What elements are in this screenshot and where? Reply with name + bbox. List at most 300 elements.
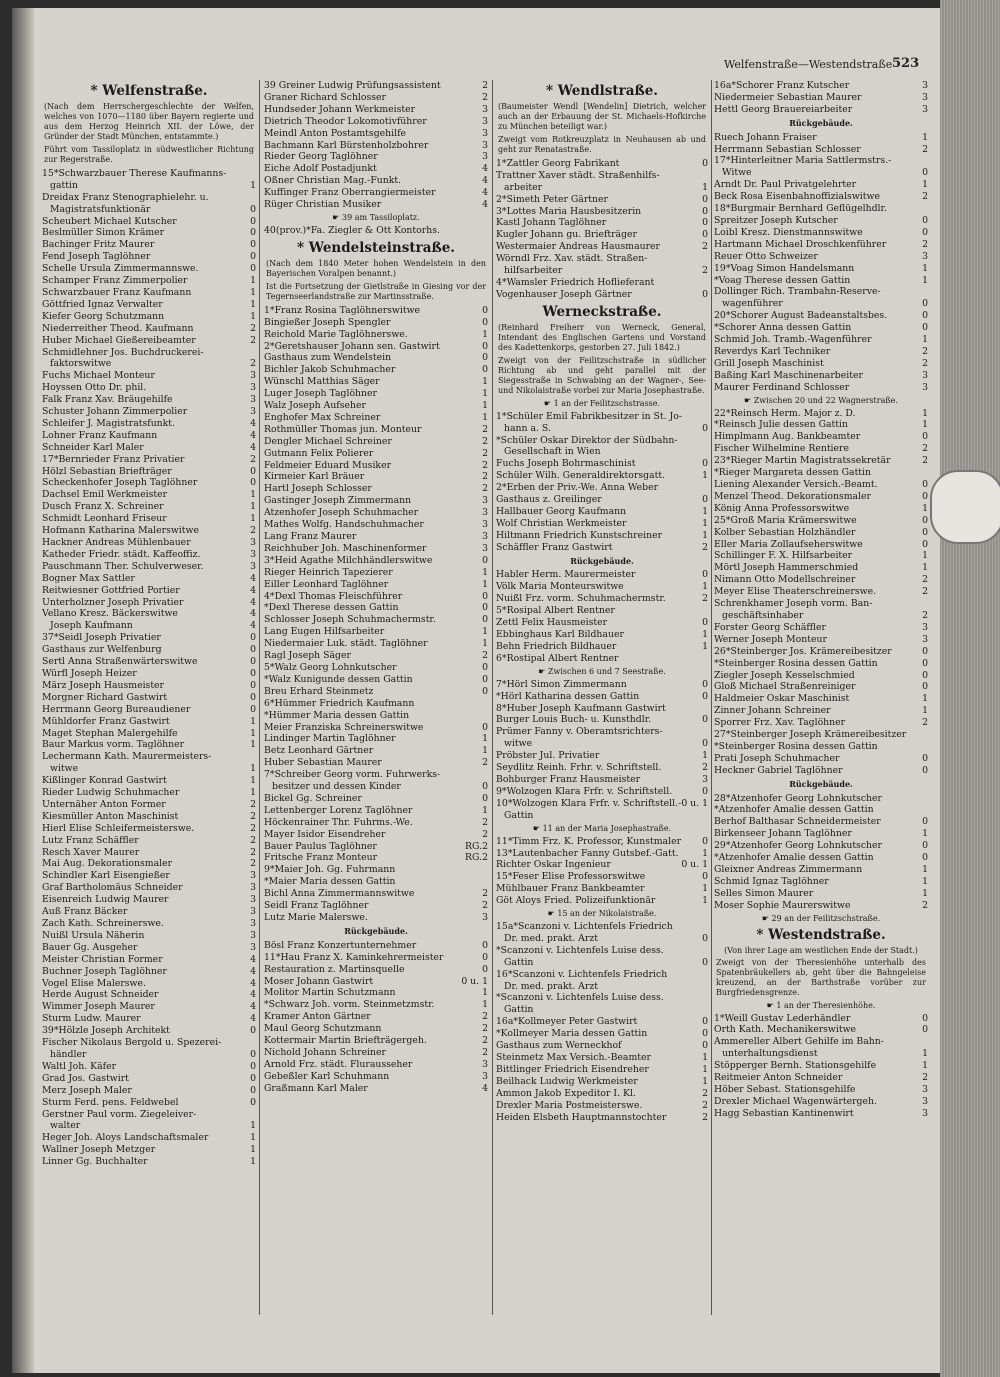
- floor-number: 3: [482, 542, 488, 554]
- floor-number: 1: [702, 581, 708, 593]
- floor-number: 0: [922, 226, 928, 238]
- entry-continuation: [714, 610, 928, 622]
- entry-text: faktorswitwe: [50, 358, 112, 370]
- resident-entry: [42, 954, 256, 966]
- resident-entry: [714, 1013, 928, 1025]
- resident-entry: [264, 952, 488, 964]
- floor-number: 0 u. 1: [461, 975, 488, 987]
- resident-entry: [264, 710, 488, 722]
- floor-number: 4: [250, 429, 256, 441]
- cross-street-note: ☛ 39 am Tassiloplatz.: [332, 212, 420, 222]
- entry-text: Breu Erhard Steinmetz: [264, 685, 374, 697]
- floor-number: 3: [482, 1070, 488, 1082]
- floor-number: 0: [482, 364, 488, 376]
- floor-number: 1: [702, 181, 708, 193]
- entry-text: 1*Zattler Georg Fabrikant: [496, 157, 620, 169]
- resident-entry: [42, 585, 256, 597]
- entry-text: 15a*Scanzoni v. Lichtenfels Friedrich: [496, 921, 673, 933]
- floor-number: 0: [702, 193, 708, 205]
- resident-entry: [496, 1112, 708, 1124]
- resident-entry: [714, 900, 928, 912]
- floor-number: 0: [922, 681, 928, 693]
- entry-text: Kottermair Martin Briefträgergeh.: [264, 1035, 427, 1047]
- resident-entry: [496, 895, 708, 907]
- resident-entry: [264, 722, 488, 734]
- entry-text: *Atzenhofer Amalie dessen Gattin: [714, 852, 874, 864]
- resident-entry: [264, 1047, 488, 1059]
- entry-text: Nuißl Frz. vorm. Schuhmachermstr.: [496, 593, 666, 605]
- entry-text: Dr. med. prakt. Arzt: [504, 932, 598, 944]
- floor-number: 0: [482, 590, 488, 602]
- entry-text: 25*Groß Maria Krämerswitwe: [714, 514, 857, 526]
- resident-entry: [496, 494, 708, 506]
- entry-text: Morgner Richard Gastwirt: [42, 691, 168, 703]
- resident-entry: [714, 227, 928, 239]
- resident-entry: [264, 964, 488, 976]
- floor-number: 0: [702, 714, 708, 726]
- entry-text: *Schüler Oskar Direktor der Südbahn-: [496, 434, 678, 446]
- floor-number: 3: [482, 139, 488, 151]
- entry-text: Rieder Ludwig Schuhmacher: [42, 787, 180, 799]
- entry-text: 2*Erben der Priv.-We. Anna Weber: [496, 482, 659, 494]
- resident-entry: [496, 726, 708, 738]
- entry-text: Bichl Anna Zimmermannswitwe: [264, 888, 415, 900]
- entry-text: Haldmeier Oskar Maschinist: [714, 693, 850, 705]
- entry-text: Liening Alexander Versich.-Beamt.: [714, 479, 878, 490]
- entry-text: Orth Kath. Mechanikerswitwe: [714, 1024, 857, 1036]
- resident-entry: [496, 253, 708, 265]
- resident-entry: [264, 864, 488, 876]
- entry-text: Lindinger Martin Taglöhner: [264, 733, 396, 745]
- entry-text: Werner Joseph Monteur: [714, 633, 827, 645]
- resident-entry: [714, 840, 928, 852]
- floor-number: 1: [250, 739, 256, 751]
- floor-number: 3: [250, 548, 256, 560]
- entry-text: Unternäher Anton Former: [42, 798, 166, 810]
- resident-entry: [714, 828, 928, 840]
- floor-number: 4: [250, 989, 256, 1001]
- resident-entry: [496, 641, 708, 653]
- resident-entry: [714, 503, 928, 515]
- resident-entry: [42, 1097, 256, 1109]
- floor-number: 4: [250, 1013, 256, 1025]
- street-note: (Reinhard Freiherr von Werneck, General, Intendant des Englischen Gartens und Vorstand des Kadettenkorps, gestorben 27. Juli 1842.): [498, 322, 706, 352]
- entry-text: Meyer Elise Theaterschreinerswe.: [714, 586, 877, 598]
- resident-entry: [42, 597, 256, 609]
- entry-text: Gastinger Joseph Zimmermann: [264, 495, 412, 507]
- entry-text: Gattin: [504, 1004, 534, 1016]
- entry-text: Hölzl Sebastian Briefträger: [42, 465, 172, 477]
- floor-number: 1: [250, 1132, 256, 1144]
- entry-text: Behn Friedrich Bildhauer: [496, 640, 617, 652]
- entry-text: Fuchs Joseph Bohrmaschinist: [496, 458, 636, 470]
- resident-entry: [714, 408, 928, 420]
- street-note: Ist die Fortsetzung der Gietlstraße in Giesing vor der Tegernseerlandstraße zur Martinsstraße.: [266, 281, 486, 301]
- resident-entry: [496, 883, 708, 895]
- floor-number: 4: [482, 199, 488, 211]
- cross-street-note: ☛ Zwischen 6 und 7 Seestraße.: [538, 666, 666, 676]
- street-note: Zweigt vom Rotkreuzplatz in Neuhausen ab und geht zur Renatastraße.: [498, 134, 706, 154]
- floor-number: 1: [482, 578, 488, 590]
- entry-text: Huber Michael Gießereibeamter: [42, 334, 196, 346]
- resident-entry: [714, 1036, 928, 1048]
- resident-entry: [42, 430, 256, 442]
- floor-number: 3: [482, 495, 488, 507]
- entry-text: Moser Johann Gastwirt: [264, 975, 374, 987]
- floor-number: 0: [702, 1028, 708, 1040]
- resident-entry: [264, 483, 488, 495]
- floor-number: 1: [702, 529, 708, 541]
- resident-entry: [496, 581, 708, 593]
- floor-number: 0: [250, 1025, 256, 1037]
- resident-entry: [496, 1052, 708, 1064]
- entry-text: Würfl Joseph Heizer: [42, 667, 137, 679]
- entry-text: Restauration z. Martinsquelle: [264, 963, 405, 975]
- entry-text: Seydlitz Reinh. Frhr. v. Schriftstell.: [496, 762, 662, 774]
- floor-number: 0: [250, 1048, 256, 1060]
- entry-text: Sporrer Frz. Xav. Taglöhner: [714, 717, 846, 729]
- entry-text: Meindl Anton Postamtsgehilfe: [264, 127, 407, 139]
- resident-entry: [42, 704, 256, 716]
- floor-number: 0: [250, 656, 256, 668]
- entry-text: Heckner Gabriel Taglöhner: [714, 764, 843, 776]
- directory-page: [12, 8, 940, 1373]
- floor-number: 3: [482, 519, 488, 531]
- resident-entry: [42, 275, 256, 287]
- entry-text: Fend Joseph Taglöhner: [42, 251, 151, 263]
- entry-text: Waltl Joh. Käfer: [42, 1060, 117, 1072]
- floor-number: 0: [250, 251, 256, 263]
- entry-text: Lechermann Kath. Maurermeisters-: [42, 751, 212, 763]
- entry-text: Bichler Jakob Schuhmacher: [264, 364, 396, 376]
- floor-number: 0: [482, 316, 488, 328]
- entry-text: Rüger Christian Musiker: [264, 199, 382, 211]
- floor-number: 3: [250, 918, 256, 929]
- entry-text: Bohburger Franz Hausmeister: [496, 773, 641, 785]
- entry-text: Dengler Michael Schreiner: [264, 435, 392, 447]
- resident-entry: [496, 458, 708, 470]
- entry-text: Fischer Wilhelmine Rentiere: [714, 443, 849, 455]
- floor-number: 1: [702, 1063, 708, 1075]
- floor-number: 3: [250, 941, 256, 953]
- entry-text: Eiller Leonhard Taglöhner: [264, 578, 389, 590]
- floor-number: 0: [922, 298, 928, 310]
- entry-text: Vogenhauser Joseph Gärtner: [496, 288, 632, 300]
- entry-text: 7*Hörl Simon Zimmermann: [496, 678, 627, 690]
- resident-entry: [42, 561, 256, 573]
- resident-entry: [714, 251, 928, 263]
- entry-text: *Atzenhofer Amalie dessen Gattin: [714, 804, 874, 816]
- entry-continuation: [496, 738, 708, 750]
- resident-entry: [42, 1013, 256, 1025]
- floor-number: 0: [922, 645, 928, 657]
- floor-number: 0: [702, 217, 708, 229]
- floor-number: 1: [702, 505, 708, 517]
- resident-entry: [42, 477, 256, 489]
- entry-text: 4*Dexl Thomas Fleischführer: [264, 590, 403, 602]
- entry-text: Herrmann Sebastian Schlosser: [714, 143, 861, 155]
- entry-text: *Steinberger Rosina dessen Gattin: [714, 657, 878, 669]
- floor-number: 4: [250, 608, 256, 620]
- resident-entry: [714, 80, 928, 92]
- entry-text: Hundseder Johann Werkmeister: [264, 103, 416, 115]
- resident-entry: [714, 550, 928, 562]
- resident-entry: [496, 542, 708, 554]
- resident-entry: [714, 179, 928, 191]
- entry-continuation: [42, 180, 256, 192]
- entry-continuation: [496, 423, 708, 435]
- resident-entry: [496, 229, 708, 241]
- entry-text: Sertl Anna Straßenwärterswitwe: [42, 656, 198, 668]
- resident-entry: [42, 1132, 256, 1144]
- entry-text: Stöpperger Bernh. Stationsgehilfe: [714, 1060, 877, 1072]
- entry-text: 5*Rosipal Albert Rentner: [496, 605, 615, 617]
- entry-text: Seidl Franz Taglöhner: [264, 900, 369, 912]
- resident-entry: [264, 1083, 488, 1095]
- entry-text: hann a. S.: [504, 422, 551, 434]
- resident-entry: [264, 626, 488, 638]
- resident-entry: [42, 644, 256, 656]
- floor-number: 1: [922, 828, 928, 840]
- floor-number: 3: [922, 91, 928, 103]
- entry-text: *Hümmer Maria dessen Gattin: [264, 709, 410, 721]
- entry-text: 3*Lottes Maria Hausbesitzerin: [496, 205, 642, 217]
- resident-entry: [496, 530, 708, 542]
- floor-number: 1: [482, 328, 488, 340]
- entry-text: geschäftsinhaber: [722, 609, 804, 621]
- floor-number: 0: [922, 538, 928, 550]
- column-rule: [492, 80, 493, 1315]
- entry-text: Schuster Johann Zimmerpolier: [42, 406, 188, 418]
- resident-entry: [264, 329, 488, 341]
- floor-number: 2: [482, 1035, 488, 1047]
- floor-number: 2: [482, 91, 488, 103]
- floor-number: 1: [250, 1156, 256, 1168]
- resident-entry: [42, 1025, 256, 1037]
- floor-number: 0: [922, 526, 928, 538]
- floor-number: 2: [922, 143, 928, 155]
- resident-entry: [264, 940, 488, 952]
- resident-entry: [496, 859, 708, 871]
- floor-number: 1: [922, 131, 928, 143]
- entry-text: Niedermeier Sebastian Maurer: [714, 91, 862, 103]
- resident-entry: [42, 454, 256, 466]
- floor-number: 1: [250, 775, 256, 787]
- entry-text: Mayer Isidor Eisendreher: [264, 828, 386, 840]
- resident-entry: [264, 674, 488, 686]
- resident-entry: [42, 739, 256, 751]
- entry-text: Gasthaus zum Werneckhof: [496, 1040, 622, 1052]
- entry-text: Arndt Dr. Paul Privatgelehrter: [714, 179, 857, 191]
- floor-number: 2: [482, 80, 488, 91]
- entry-text: 22*Reinsch Herm. Major z. D.: [714, 407, 856, 419]
- floor-number: 3: [482, 912, 488, 923]
- floor-number: 3: [250, 929, 256, 941]
- floor-number: 0: [922, 490, 928, 502]
- resident-entry: [714, 729, 928, 741]
- entry-text: Ziegler Joseph Kesselschmied: [714, 669, 855, 681]
- resident-entry: [42, 978, 256, 990]
- entry-text: 9*Maier Joh. Gg. Fuhrmann: [264, 864, 396, 876]
- floor-number: 0: [922, 479, 928, 490]
- floor-number: 1: [702, 895, 708, 907]
- entry-text: Forster Georg Schäffler: [714, 621, 826, 633]
- entry-text: *Scanzoni v. Lichtenfels Luise dess.: [496, 992, 664, 1004]
- floor-number: 1: [922, 502, 928, 514]
- floor-number: 1: [482, 999, 488, 1011]
- entry-text: 28*Atzenhofer Georg Lohnkutscher: [714, 792, 882, 804]
- entry-text: Hofmann Katharina Malerswitwe: [42, 525, 199, 537]
- column-rule: [711, 80, 712, 1315]
- floor-number: 0: [482, 721, 488, 733]
- entry-text: Mühldorfer Franz Gastwirt: [42, 715, 170, 727]
- floor-number: 0: [922, 167, 928, 179]
- floor-number: 0: [250, 703, 256, 715]
- entry-text: Bingießer Joseph Spengler: [264, 316, 391, 328]
- resident-entry: [714, 443, 928, 455]
- floor-number: 1: [250, 763, 256, 775]
- resident-entry: [714, 765, 928, 777]
- resident-entry: [42, 1001, 256, 1013]
- resident-entry: [264, 400, 488, 412]
- entry-text: Höckenrainer Thr. Fuhrms.-We.: [264, 816, 413, 828]
- entry-text: Gloß Michael Straßenreiniger: [714, 681, 856, 693]
- floor-number: 0: [482, 939, 488, 951]
- rear-building-label: Rückgebäude.: [570, 555, 634, 566]
- resident-entry: [264, 591, 488, 603]
- entry-text: händler: [50, 1048, 87, 1060]
- entry-text: Prümer Fanny v. Oberamtsrichters-: [496, 726, 663, 738]
- resident-entry: [42, 192, 256, 204]
- entry-text: 9*Wolzogen Klara Frfr. v. Schriftstell.: [496, 785, 673, 797]
- entry-text: Fritsche Franz Monteur: [264, 852, 378, 864]
- floor-number: 1: [922, 419, 928, 431]
- entry-text: *Maier Maria dessen Gattin: [264, 876, 396, 888]
- resident-entry: [496, 1088, 708, 1100]
- entry-text: *Kollmeyer Maria dessen Gattin: [496, 1028, 648, 1040]
- cross-street-note: ☛ 11 an der Maria Josephastraße.: [532, 823, 672, 833]
- entry-text: Katheder Friedr. städt. Kaffeoffiz.: [42, 548, 201, 560]
- entry-text: Wallner Joseph Metzger: [42, 1144, 156, 1156]
- floor-number: 1: [482, 411, 488, 423]
- resident-entry: [714, 203, 928, 215]
- resident-entry: [496, 1016, 708, 1028]
- floor-number: 3: [250, 382, 256, 394]
- floor-number: 2: [482, 459, 488, 471]
- floor-number: 4: [250, 417, 256, 429]
- floor-number: 0: [702, 871, 708, 883]
- entry-text: Trattner Xaver städt. Straßenhilfs-: [496, 169, 660, 181]
- running-head: Welfenstraße—Westendstraße: [724, 58, 893, 71]
- floor-number: 2: [250, 858, 256, 870]
- entry-text: Feldmeier Eduard Musiker: [264, 459, 392, 471]
- resident-entry: [714, 191, 928, 203]
- resident-entry: [264, 151, 488, 163]
- floor-number: 3: [250, 394, 256, 406]
- entry-text: Grill Joseph Maschinist: [714, 357, 824, 369]
- resident-entry: [496, 691, 708, 703]
- entry-text: März Joseph Hausmeister: [42, 679, 165, 691]
- resident-entry: [264, 128, 488, 140]
- entry-text: 15*Feser Elise Professorswitwe: [496, 871, 646, 883]
- floor-number: 3: [482, 115, 488, 127]
- entry-text: Gutmann Felix Polierer: [264, 447, 374, 459]
- resident-entry: [496, 992, 708, 1004]
- resident-entry: [42, 668, 256, 680]
- floor-number: 0: [482, 340, 488, 352]
- floor-number: 0: [922, 310, 928, 322]
- entry-text: Baßing Karl Maschinenarbeiter: [714, 369, 863, 381]
- cross-street-note: ☛ 29 an der Feilitzschstraße.: [761, 913, 881, 923]
- resident-entry: [42, 787, 256, 799]
- resident-entry: [714, 539, 928, 551]
- entry-text: Scheckenhofer Joseph Taglöhner: [42, 477, 198, 489]
- resident-entry: [264, 448, 488, 460]
- page-clip: [930, 470, 1000, 544]
- entry-text: Witwe: [722, 167, 752, 179]
- floor-number: 1: [922, 262, 928, 274]
- resident-entry: [714, 263, 928, 275]
- floor-number: 1: [922, 562, 928, 574]
- floor-number: 1: [250, 1144, 256, 1156]
- floor-number: 0: [922, 214, 928, 226]
- cross-street-note: ☛ 1 an der Theresienhöhe.: [766, 1000, 876, 1010]
- entry-text: Kirmeier Karl Bräuer: [264, 471, 365, 483]
- resident-entry: [42, 239, 256, 251]
- floor-number: 0: [702, 569, 708, 581]
- floor-number: 0: [250, 465, 256, 477]
- resident-entry: [264, 1071, 488, 1083]
- entry-text: Reitwiesner Gottfried Portier: [42, 584, 180, 596]
- resident-entry: [714, 598, 928, 610]
- entry-text: 40(prov.)*Fa. Ziegler & Ott Kontorhs.: [264, 224, 440, 236]
- entry-text: Pauschmann Ther. Schulverweser.: [42, 560, 204, 572]
- resident-entry: [496, 206, 708, 218]
- entry-text: Linner Gg. Buchhalter: [42, 1156, 148, 1168]
- entry-text: Ragl Joseph Säger: [264, 650, 351, 662]
- floor-number: 0: [250, 691, 256, 703]
- resident-entry: [42, 323, 256, 335]
- floor-number: 3: [482, 127, 488, 139]
- entry-text: Rieder Georg Taglöhner: [264, 151, 378, 163]
- resident-entry: [496, 774, 708, 786]
- entry-text: 16a*Kollmeyer Peter Gastwirt: [496, 1016, 638, 1028]
- entry-text: Menzel Theod. Dekorationsmaler: [714, 490, 872, 502]
- resident-entry: [42, 489, 256, 501]
- floor-number: 1: [250, 1120, 256, 1132]
- floor-number: 0: [702, 229, 708, 241]
- street-note: (Baumeister Wendl [Wendelin] Dietrich, welcher auch an der Erbauung der St. Michaels-Hofkirche zu München beteiligt war.): [498, 101, 706, 131]
- resident-entry: [42, 513, 256, 525]
- floor-number: 3: [482, 103, 488, 115]
- floor-number: 0: [922, 322, 928, 334]
- entry-text: 11*Timm Frz. K. Professor, Kunstmaler: [496, 835, 682, 847]
- entry-text: Ammereller Albert Gehilfe im Bahn-: [714, 1036, 884, 1048]
- entry-text: Zettl Felix Hausmeister: [496, 617, 608, 629]
- resident-entry: [264, 519, 488, 531]
- resident-entry: [42, 870, 256, 882]
- street-heading: * Wendlstraße.: [545, 83, 659, 99]
- resident-entry: [714, 1096, 928, 1108]
- floor-number: 0: [482, 685, 488, 697]
- floor-number: 0: [250, 1096, 256, 1108]
- entry-text: Magistratsfunktionär: [50, 203, 151, 215]
- resident-entry: [496, 470, 708, 482]
- entry-text: 17*Hinterleitner Maria Sattlermstrs.-: [714, 155, 892, 167]
- entry-text: 15*Schwarzbauer Therese Kaufmanns-: [42, 167, 227, 179]
- resident-entry: [714, 888, 928, 900]
- floor-number: 2: [482, 650, 488, 662]
